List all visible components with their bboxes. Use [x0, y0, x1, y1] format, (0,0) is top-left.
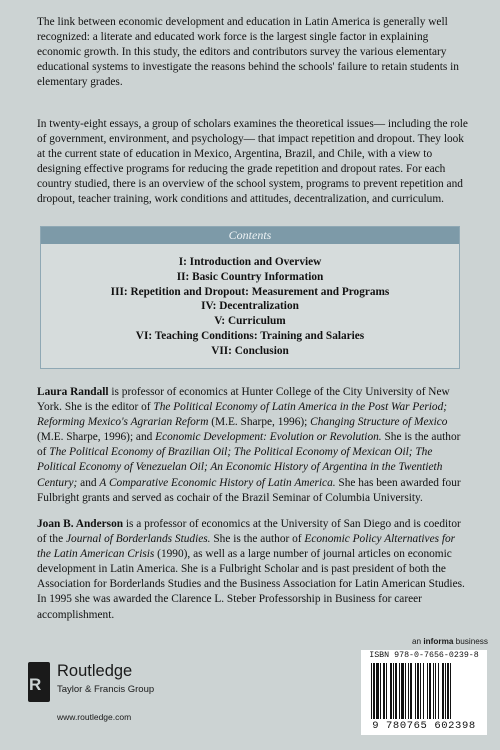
informa-prefix: an	[411, 637, 424, 646]
publisher-group: Taylor & Francis Group	[57, 684, 155, 695]
informa-tagline	[380, 637, 488, 646]
bio-text: (M.E. Sharpe, 1996); and	[37, 431, 156, 444]
contents-item: II: Basic Country Information	[176, 270, 324, 283]
bio-text: She is the author of	[210, 533, 305, 546]
contents-item: IV: Decentralization	[201, 300, 299, 313]
bio-text: and	[77, 476, 100, 489]
bio-randall	[37, 385, 470, 506]
contents-list	[41, 244, 459, 359]
description-paragraph-1: The link between economic development and education in Latin America is generally well recognized: a literate and educated work force is the largest single factor in explaining economic growth. In this study, the editors and contributors survey the various elementary educational systems to investigate the reasons behind the schools' failure to retain students in elementary grades.	[37, 16, 459, 89]
bio-anderson	[37, 517, 470, 623]
informa-word: informa	[423, 637, 454, 646]
bio-text: is professor of economics at Hunter College of the City University of New York. She is the editor of	[37, 386, 450, 414]
contents-item: VI: Teaching Conditions: Training and Salaries	[135, 329, 365, 342]
contents-item: III: Repetition and Dropout: Measurement and Programs	[110, 285, 390, 298]
publisher-name: Routledge	[57, 662, 133, 680]
description-paragraph-2: In twenty-eight essays, a group of scholars examines the theoretical issues— including the role of government, environment, and psychology— that impact repetition and dropout. They look at the current state of education in Mexico, Argentina, Brazil, and Chile, with a view to designing effective programs for reducing the grade repetition and dropout rates. For each country studied, there is an overview of the school system, programs to prevent repetition and dropout, teacher training, work conditions and attitudes, decentralization, and curriculum.	[37, 118, 468, 206]
bio-randall-name: Laura Randall	[37, 386, 109, 398]
bio-text: is a professor of economics at the University of San Diego and is coeditor of the	[37, 518, 461, 546]
contents-item: VII: Conclusion	[211, 344, 289, 357]
bio-title: Changing Structure of Mexico	[310, 416, 448, 429]
contents-item: V: Curriculum	[214, 315, 286, 328]
logo-letter: R	[29, 675, 42, 694]
isbn-label: ISBN 978-0-7656-0239-8	[369, 651, 479, 660]
bio-text: She has been awarded four Fulbright grants and served as cochair of the Brazil Seminar of Columbia University.	[37, 476, 461, 504]
bio-text: (1990), as well as a large number of journal articles on economic development in Latin America. She is a Fulbright Scholar and is past president of both the Association for Borderlands Studies and the Business Association for Latin American Studies. In 1995 she was awarded the Clarence L. Steber Professorship in Business for career accomplishment.	[37, 548, 465, 621]
barcode-block	[361, 650, 487, 735]
contents-header: Contents	[41, 227, 459, 244]
barcode-icon	[371, 663, 477, 719]
bio-title: A Comparative Economic History of Latin America.	[99, 476, 336, 489]
bio-text: She is the author of	[37, 431, 461, 459]
contents-item: I: Introduction and Overview	[178, 256, 322, 268]
contents-box	[40, 226, 460, 369]
bio-title: Journal of Borderlands Studies.	[65, 533, 211, 546]
routledge-logo-icon	[28, 662, 50, 702]
bio-title: The Political Economy of Brazilian Oil; The Political Economy of Mexican Oil; The Political Economy of Venezuelan Oil; An Economic History of Argentina in the Twentieth Century;	[37, 446, 443, 489]
informa-suffix: business	[453, 637, 488, 646]
bio-text: (M.E. Sharpe, 1996);	[208, 416, 311, 429]
barcode-digits: 9 780765 602398	[372, 720, 476, 732]
publisher-url: www.routledge.com	[57, 712, 132, 722]
bio-anderson-name: Joan B. Anderson	[37, 518, 124, 530]
bio-title: The Political Economy of Latin America in the Post War Period; Reforming Mexico's Agrarian Reform	[37, 401, 448, 429]
publisher-block	[28, 662, 208, 732]
bio-title: Economic Policy Alternatives for the Latin American Crisis	[37, 533, 456, 561]
bio-title: Economic Development: Evolution or Revolution.	[155, 431, 382, 444]
